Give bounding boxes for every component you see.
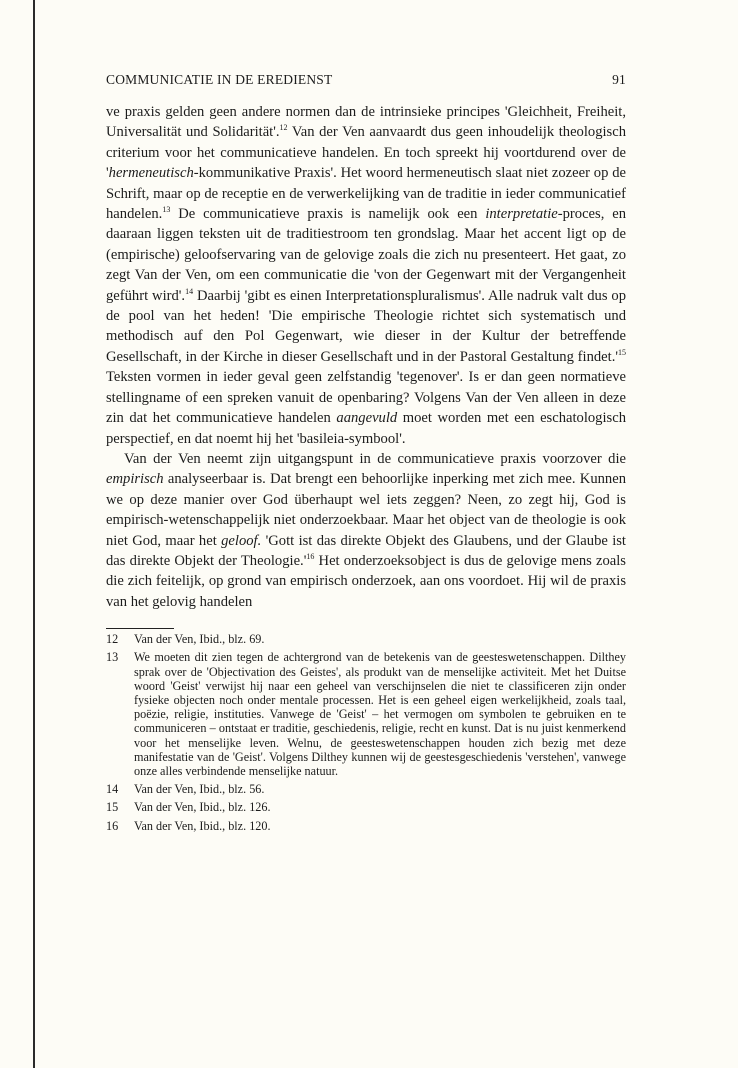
text-run: -proces, en daaraan liggen teksten uit de traditiestroom ten grondslag. Maar het accent ligt op de (empirische) geloofservaring van de gelovige zoals die zich nu presenteert. Het gaat, zo zegt Van der Ven, om een communicatie die 'von der Gegenwart mit der Vergangenheit geführt wird'. (106, 206, 626, 304)
footnote-number: 13 (106, 650, 119, 665)
footnote-text: We moeten dit zien tegen de achtergrond van de betekenis van de geesteswetenschappen. Dilthey sprak over de 'Objectivation des Geistes', als produkt van de menselijke activiteit. Met het Duitse woord 'Geist' verwijst hij naar een geheel van verschijnselen die niet te classificeren zijn onder fysieke objecten noch onder mentale processen. Het is een geheel eigen werkelijkheid, zoals taal, poëzie, religie, instituties. Vanwege de 'Geist' – het vermogen om symbolen te gebruiken en te communiceren – ontstaat er traditie, geschiedenis, religie, recht en kunst. Dat is nu juist kenmerkend voor het menselijke leven. Welnu, de geesteswetenschappen houden zich bezig met deze manifestatie van de 'Geist'. Volgens Dilthey kunnen wij de geestesgeschiedenis 'verstehen', vanwege onze alles verbindende menselijke natuur. (134, 650, 626, 778)
footnote-number: 12 (106, 632, 119, 647)
text-run: De communicatieve praxis is namelijk ook een (170, 206, 486, 223)
footnote-text: Van der Ven, Ibid., blz. 56. (134, 782, 265, 797)
footnote-ref-14: 14 (185, 286, 194, 296)
text-run: Het onderzoeksobject is dus de gelovige mens zoals die zich feitelijk, op grond van empirisch onderzoek, aan ons voordoet. Hij wil de praxis van het gelovig handelen (106, 552, 626, 610)
text-run: 'Gott ist das direkte Objekt des Glaubens, und der Glaube ist das direkte Objekt der Theologie.' (106, 532, 626, 569)
footnote-14 (106, 782, 626, 796)
footnote-number: 15 (106, 800, 119, 815)
running-head (106, 72, 626, 94)
footnote-separator (106, 628, 174, 629)
emphasis: geloof. (221, 532, 262, 549)
paragraph-2 (106, 449, 626, 612)
footnote-13 (106, 650, 626, 778)
footnote-15 (106, 800, 626, 814)
text-run: Van der Ven neemt zijn uitgangspunt in de communicatieve praxis voorzover die (124, 450, 626, 467)
text-run: analyseerbaar is. Dat brengt een behoorlijke inperking met zich mee. Kunnen we op deze manier over God überhaupt wel iets zeggen? Neen, zo zegt hij, God is empirisch-wetenschappelijk niet onderzoekbaar. Maar het object van de theologie is ook niet God, maar het (106, 471, 626, 549)
text-run: ve praxis gelden geen andere normen dan de intrinsieke principes 'Gleichheit, Freiheit, Universalität und Solidarität'. (106, 104, 626, 141)
text-run: Van der Ven aanvaardt dus geen inhoudelijk theologisch criterium voor het communicatieve handelen. En toch spreekt hij voortdurend over de ' (106, 124, 626, 182)
text-run: Daarbij 'gibt es einen Interpretationspluralismus'. Alle nadruk valt dus op de pool van het heden! 'Die empirische Theologie richtet sich systematisch und methodisch auf den Pol Gegenwart, wie dieser in der Kultur der betreffende Gesellschaft, in der Kirche in dieser Gesellschaft und in der Pastoral Gestaltung findet.' (106, 287, 626, 365)
text-run: moet worden met een eschatologisch perspectief, en dat noemt hij het 'basileia-symbool'. (106, 410, 626, 447)
footnote-number: 14 (106, 782, 119, 797)
footnote-text: Van der Ven, Ibid., blz. 126. (134, 800, 271, 815)
footnote-ref-15: 15 (618, 347, 626, 357)
running-title: COMMUNICATIE IN DE EREDIENST (106, 72, 333, 87)
footnote-ref-16: 16 (306, 551, 315, 561)
emphasis: empirisch (106, 471, 164, 488)
footnote-16 (106, 819, 626, 833)
footnote-12 (106, 632, 626, 646)
footnote-text: Van der Ven, Ibid., blz. 69. (134, 632, 265, 647)
paragraph-1 (106, 102, 626, 449)
book-page (106, 72, 626, 837)
page-binding-edge (33, 0, 35, 1068)
page-number: 91 (612, 72, 626, 87)
emphasis: hermeneutisch (108, 165, 194, 182)
body-text (106, 102, 626, 612)
emphasis: interpretatie (485, 206, 558, 223)
text-run: Teksten vormen in ieder geval geen zelfstandig 'tegenover'. Is er dan geen normatieve stellingname of een spreken vanuit de openbaring? Volgens Van der Ven alleen in deze zin dat het communicatieve handelen (106, 369, 626, 427)
text-run: -kommunikative Praxis'. Het woord hermeneutisch slaat niet zozeer op de Schrift, maar op de receptie en de verwerkelijking van de traditie in ieder communicatief handelen. (106, 165, 626, 223)
footnote-number: 16 (106, 818, 119, 833)
footnote-ref-13: 13 (162, 205, 171, 215)
footnote-ref-12: 12 (279, 123, 288, 133)
emphasis: aangevuld (336, 410, 398, 427)
footnotes (106, 632, 626, 833)
footnote-text: Van der Ven, Ibid., blz. 120. (134, 818, 271, 833)
